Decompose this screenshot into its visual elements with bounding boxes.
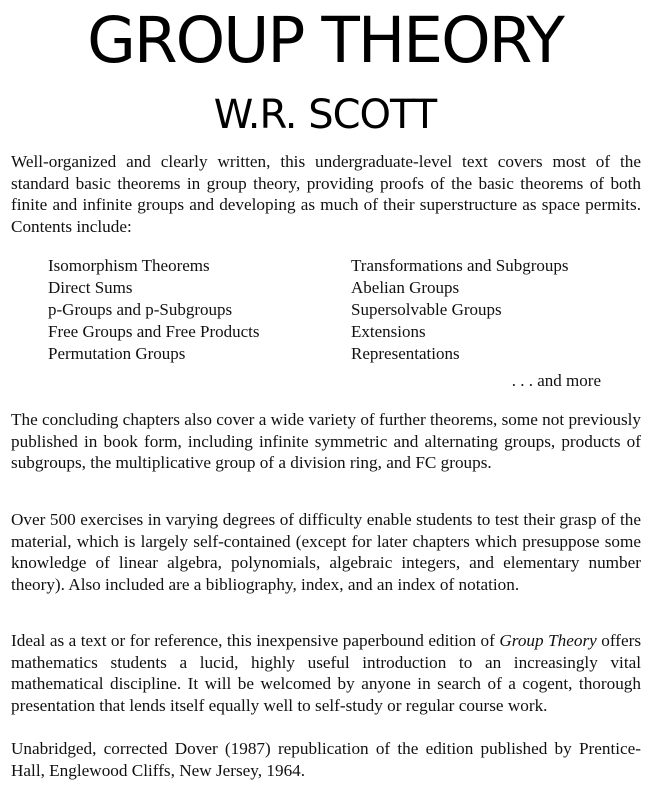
ideal-paragraph: [11, 630, 641, 716]
contents-item: Free Groups and Free Products: [48, 322, 260, 341]
contents-item: Transformations and Subgroups: [351, 256, 569, 275]
edition-paragraph: Unabridged, corrected Dover (1987) republication of the edition published by Prentice-Hall, Englewood Cliffs, New Jersey, 1964.: [11, 739, 641, 780]
contents-item: Extensions: [351, 322, 426, 341]
exercises-paragraph: Over 500 exercises in varying degrees of difficulty enable students to test their grasp of the material, which is largely self-contained (except for later chapters which presuppose some knowledge of linear algebra, polynomials, algebraic integers, and elementary number theory). Also included are a bibliography, index, and an index of notation.: [11, 510, 641, 594]
ideal-book-title: Group Theory: [499, 631, 597, 650]
book-author: W.R. SCOTT: [213, 92, 437, 138]
and-more-note: . . . and more: [511, 371, 601, 390]
concluding-paragraph: The concluding chapters also cover a wide variety of further theorems, some not previously published in book form, including infinite symmetric and alternating groups, products of subgroups, the multiplicative group of a division ring, and FC groups.: [11, 410, 642, 472]
contents-item: Direct Sums: [48, 278, 133, 297]
contents-item: Representations: [351, 344, 460, 363]
contents-item: Supersolvable Groups: [351, 300, 502, 319]
contents-item: p-Groups and p-Subgroups: [48, 300, 233, 319]
contents-item: Isomorphism Theorems: [48, 256, 210, 275]
ideal-rest-text: offers mathematics students a lucid, highly useful introduction to an increasingly vital mathematical discipline. It will be welcomed by anyone in search of a cogent, thorough presentation that lends itself equally well to self-study or regular course work.: [11, 631, 642, 715]
contents-item: Abelian Groups: [351, 278, 460, 297]
contents-column-left: [48, 255, 260, 365]
intro-paragraph: Well-organized and clearly written, this undergraduate-level text covers most of the standard basic theorems in group theory, providing proofs of the basic theorems of both finite and infinite groups and developing as much of their superstructure as space permits. Contents include:: [11, 152, 641, 236]
ideal-lead-text: Ideal as a text or for reference, this inexpensive paperbound edition of: [11, 631, 500, 650]
contents-column-right: [351, 255, 569, 365]
book-title: GROUP THEORY: [87, 4, 563, 77]
contents-item: Permutation Groups: [48, 344, 186, 363]
